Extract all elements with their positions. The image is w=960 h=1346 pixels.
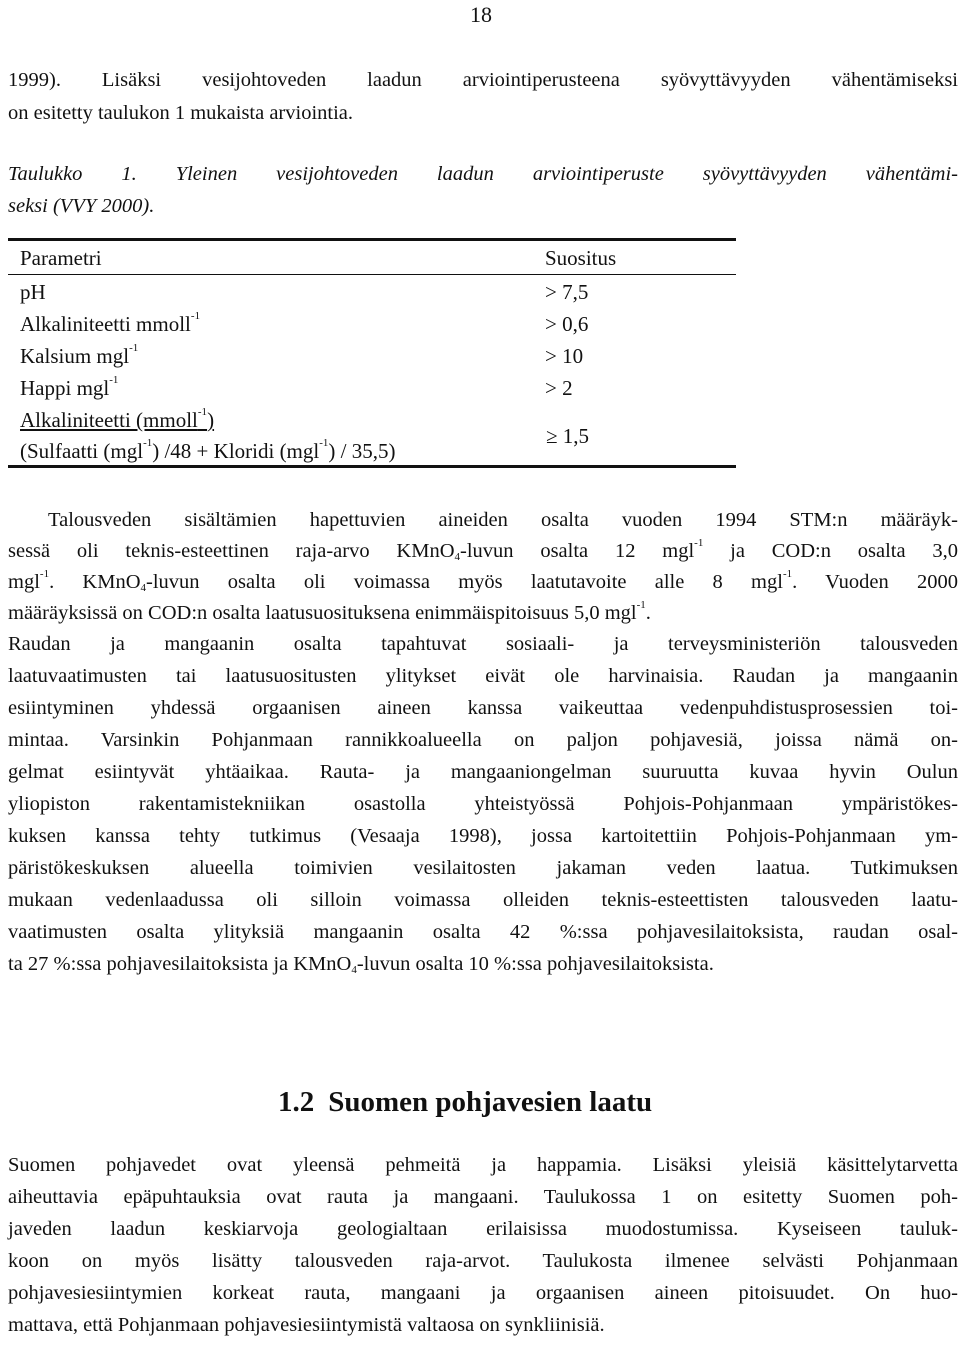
header-parameter: Parametri xyxy=(20,246,102,270)
text-line: mgl$^{-1}$. KMnO$_4$-luvun osalta oli voimassa myös laatutavoite alle 8 mgl$^{-1}$. Vuoden 2000 xyxy=(8,568,958,594)
text-line: päristökeskuksen alueella toimivien vesilaitosten jakaman veden laatua. Tutkimuksen xyxy=(8,857,958,879)
text-line: vaatimusten osalta ylityksiä mangaanin osalta 42 %:ssa pohjavesilaitoksista, raudan osal- xyxy=(8,921,958,943)
text-line: esiintyminen yhdessä orgaanisen aineen kanssa vaikeuttaa vedenpuhdistusprosessien toi- xyxy=(8,697,958,719)
ratio-numerator: Alkaliniteetti (mmoll$^{-1}$) xyxy=(20,406,215,432)
row-value-calcium: > 10 xyxy=(545,344,584,368)
row-value-ph: > 7,5 xyxy=(545,280,589,304)
table-bottom-rule xyxy=(8,465,736,468)
text-line: koon on myös lisätty talousveden raja-arvot. Taulukosta ilmenee selvästi Pohjanmaan xyxy=(8,1250,958,1272)
section-title: Suomen pohjavesien laatu xyxy=(328,1086,653,1118)
caption-line: seksi (VVY 2000). xyxy=(8,195,155,217)
section-number: 1.2 xyxy=(278,1086,315,1118)
text-line: on esitetty taulukon 1 mukaista arviointia. xyxy=(8,102,354,124)
text-line: aiheuttavia epäpuhtauksia ovat rauta ja mangaani. Taulukossa 1 on esitetty Suomen poh- xyxy=(8,1186,958,1208)
table-top-rule xyxy=(8,238,736,241)
ratio-value: ≥ 1,5 xyxy=(546,424,590,448)
text-line: Suomen pohjavedet ovat yleensä pehmeitä ja happamia. Lisäksi yleisiä käsittelytarvetta xyxy=(8,1154,958,1176)
header-rule xyxy=(8,274,736,275)
row-value-oxygen: > 2 xyxy=(545,376,573,400)
text-line: mintaa. Varsinkin Pohjanmaan rannikkoalueella on paljon pohjavesiä, joissa nämä on- xyxy=(8,729,958,751)
text-line: Talousveden sisältämien hapettuvien aineiden osalta vuoden 1994 STM:n määräyk- xyxy=(48,509,958,531)
text-line: gelmat esiintyvät yhtäaikaa. Rauta- ja mangaaniongelman suuruutta kuvaa hyvin Oulun xyxy=(8,761,958,783)
header-recommendation: Suositus xyxy=(545,246,617,270)
text-line: javeden laadun keskiarvoja geologialtaan erilaisissa muodostumissa. Kyseiseen tauluk- xyxy=(8,1218,958,1240)
row-param-alkalinity: Alkaliniteetti mmoll$^{-1}$ xyxy=(20,310,201,336)
text-line: mukaan vedenlaadussa oli silloin voimassa olleiden teknis-esteettisten talousveden laatu- xyxy=(8,889,958,911)
text-line: pohjavesiesiintymien korkeat rauta, mangaani ja orgaanisen aineen pitoisuudet. On huo- xyxy=(8,1282,958,1304)
row-param-ph: pH xyxy=(20,280,46,304)
page-number: 18 xyxy=(470,2,492,27)
text-line: ta 27 %:ssa pohjavesilaitoksista ja KMnO$_4$-luvun osalta 10 %:ssa pohjavesilaitoksista. xyxy=(8,953,714,976)
text-line: Raudan ja mangaanin osalta tapahtuvat sosiaali- ja terveysministeriön talousveden xyxy=(8,633,958,655)
text-line: kuksen kanssa tehty tutkimus (Vesaaja 1998), jossa kartoitettiin Pohjois-Pohjanmaan ym- xyxy=(8,825,958,847)
section-heading xyxy=(278,1086,652,1119)
row-param-calcium: Kalsium mgl$^{-1}$ xyxy=(20,342,139,368)
row-value-alkalinity: > 0,6 xyxy=(545,312,589,336)
ratio-denominator: (Sulfaatti (mgl$^{-1}$) /48 + Kloridi (mgl$^{-1}$) / 35,5) xyxy=(20,437,396,463)
text-line: mattava, että Pohjanmaan pohjavesiesiintymistä valtaosa on synkliinisiä. xyxy=(8,1314,605,1336)
text-line: laatuvaatimusten tai laatusuositusten ylitykset eivät ole harvinaisia. Raudan ja mangaanin xyxy=(8,665,958,687)
text-line: yliopiston rakentamistekniikan osastolla yhteistyössä Pohjois-Pohjanmaan ympäristökes- xyxy=(8,793,958,815)
row-param-oxygen: Happi mgl$^{-1}$ xyxy=(20,374,119,400)
text-line: määräyksissä on COD:n osalta laatusuosituksena enimmäispitoisuus 5,0 mgl$^{-1}$. xyxy=(8,599,651,624)
text-line: 1999). Lisäksi vesijohtoveden laadun arviointiperusteena syövyttävyyden vähentämiseksi xyxy=(8,69,958,91)
caption-line: Taulukko 1. Yleinen vesijohtoveden laadun arviointiperuste syövyttävyyden vähentämi- xyxy=(8,163,958,185)
text-line: sessä oli teknis-esteettinen raja-arvo KMnO$_4$-luvun osalta 12 mgl$^{-1}$ ja COD:n osalta 3,0 xyxy=(8,537,959,563)
